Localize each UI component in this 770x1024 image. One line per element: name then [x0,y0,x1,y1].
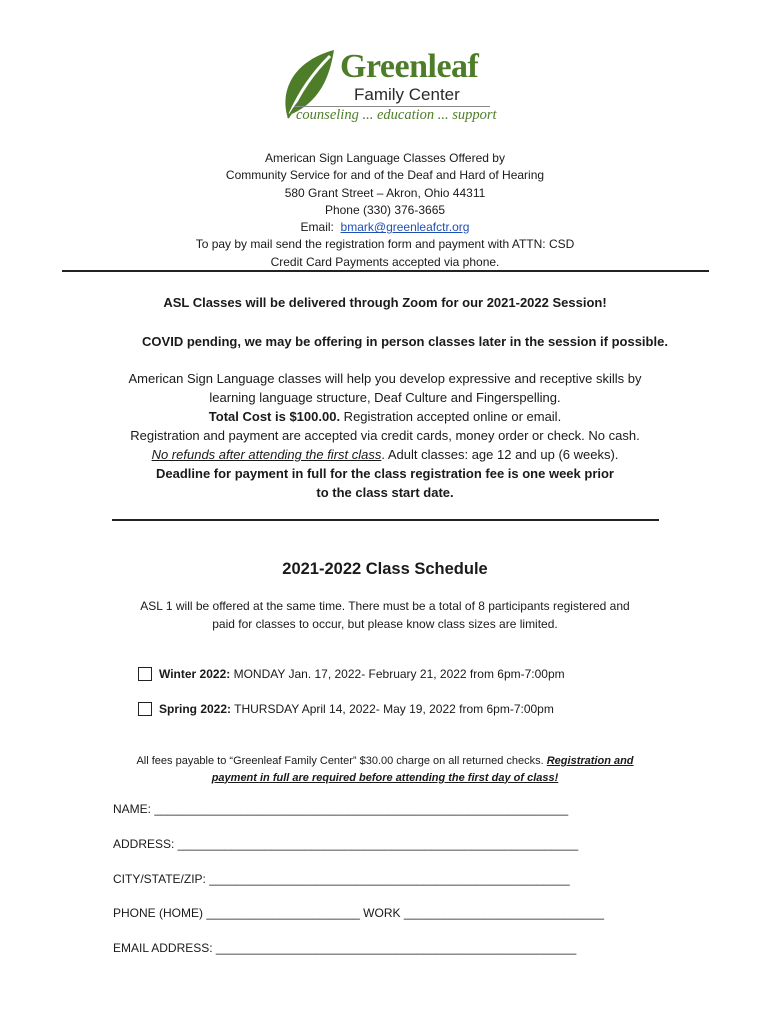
spring-detail: THURSDAY April 14, 2022- May 19, 2022 from 6pm-7:00pm [231,702,554,716]
total-cost: Total Cost is $100.00. [208,409,341,424]
work-phone-field[interactable]: WORK ______________________________ [359,906,605,920]
winter-detail: MONDAY Jan. 17, 2022- February 21, 2022 from 6pm-7:00pm [230,667,565,681]
city-state-zip-field[interactable]: CITY/STATE/ZIP: ______________________________________________________ [113,872,570,886]
spring-term: Spring 2022: [159,702,232,716]
header-line-3: 580 Grant Street – Akron, Ohio 44311 [284,185,486,200]
fees-emphasis-2: payment in full are required before attending the first day of class! [211,771,559,784]
section-rule [112,519,659,521]
header-rule [62,270,709,272]
spring-option [159,702,554,716]
logo-name: Greenleaf [340,48,479,85]
winter-term: Winter 2022: [159,667,231,681]
description-line-1: American Sign Language classes will help you develop expressive and receptive skills by [128,371,642,386]
email-link[interactable]: bmark@greenleafctr.org [340,220,470,235]
winter-option [159,667,565,681]
logo-subtitle: Family Center [354,85,460,104]
zoom-notice: ASL Classes will be delivered through Zoom for our 2021-2022 Session! [163,295,607,310]
greenleaf-logo [276,44,497,128]
contact-block [0,150,770,271]
deadline-line-1: Deadline for payment in full for the class registration fee is one week prior [155,466,614,481]
description-line-2: learning language structure, Deaf Culture and Fingerspelling. [209,390,561,405]
description-block [0,369,770,502]
fees-line-1 [0,753,770,770]
logo-tagline: counseling ... education ... support [296,107,497,123]
cost-line [0,407,770,426]
schedule-title: 2021-2022 Class Schedule [282,560,488,578]
spring-checkbox[interactable] [138,702,152,716]
winter-checkbox[interactable] [138,667,152,681]
name-field[interactable]: NAME: ______________________________________________________________ [113,802,569,816]
description-line-4: Registration and payment are accepted via credit cards, money order or check. No cash. [130,428,640,443]
fees-note [0,753,770,786]
header-line-7: Credit Card Payments accepted via phone. [270,254,500,269]
phone-home-field[interactable]: PHONE (HOME) _______________________ [113,906,360,920]
schedule-note [0,598,770,633]
email-address-field[interactable]: EMAIL ADDRESS: ______________________________________________________ [113,941,577,955]
refund-line [0,445,770,464]
header-line-4: Phone (330) 376-3665 [324,202,446,217]
no-refunds: No refunds after attending the first class [151,447,382,462]
fees-emphasis-1: Registration and [546,755,634,767]
header-line-2: Community Service for and of the Deaf and Hard of Hearing [225,168,545,183]
cost-rest: Registration accepted online or email. [340,409,562,424]
header-line-1: American Sign Language Classes Offered by [265,151,505,165]
phone-row [113,906,604,920]
header-email-line [0,219,770,236]
header-line-6: To pay by mail send the registration form and payment with ATTN: CSD [195,237,575,252]
fees-text: All fees payable to “Greenleaf Family Center” $30.00 charge on all returned checks. [136,755,547,767]
schedule-note-1: ASL 1 will be offered at the same time. There must be a total of 8 participants registered and [140,599,630,613]
refund-rest: . Adult classes: age 12 and up (6 weeks). [381,447,619,462]
covid-notice: COVID pending, we may be offering in person classes later in the session if possible. [142,334,668,349]
email-label: Email: [300,220,334,235]
deadline-line-2: to the class start date. [316,485,454,500]
schedule-note-2: paid for classes to occur, but please know class sizes are limited. [212,616,558,631]
address-field[interactable]: ADDRESS: ____________________________________________________________ [113,837,579,851]
